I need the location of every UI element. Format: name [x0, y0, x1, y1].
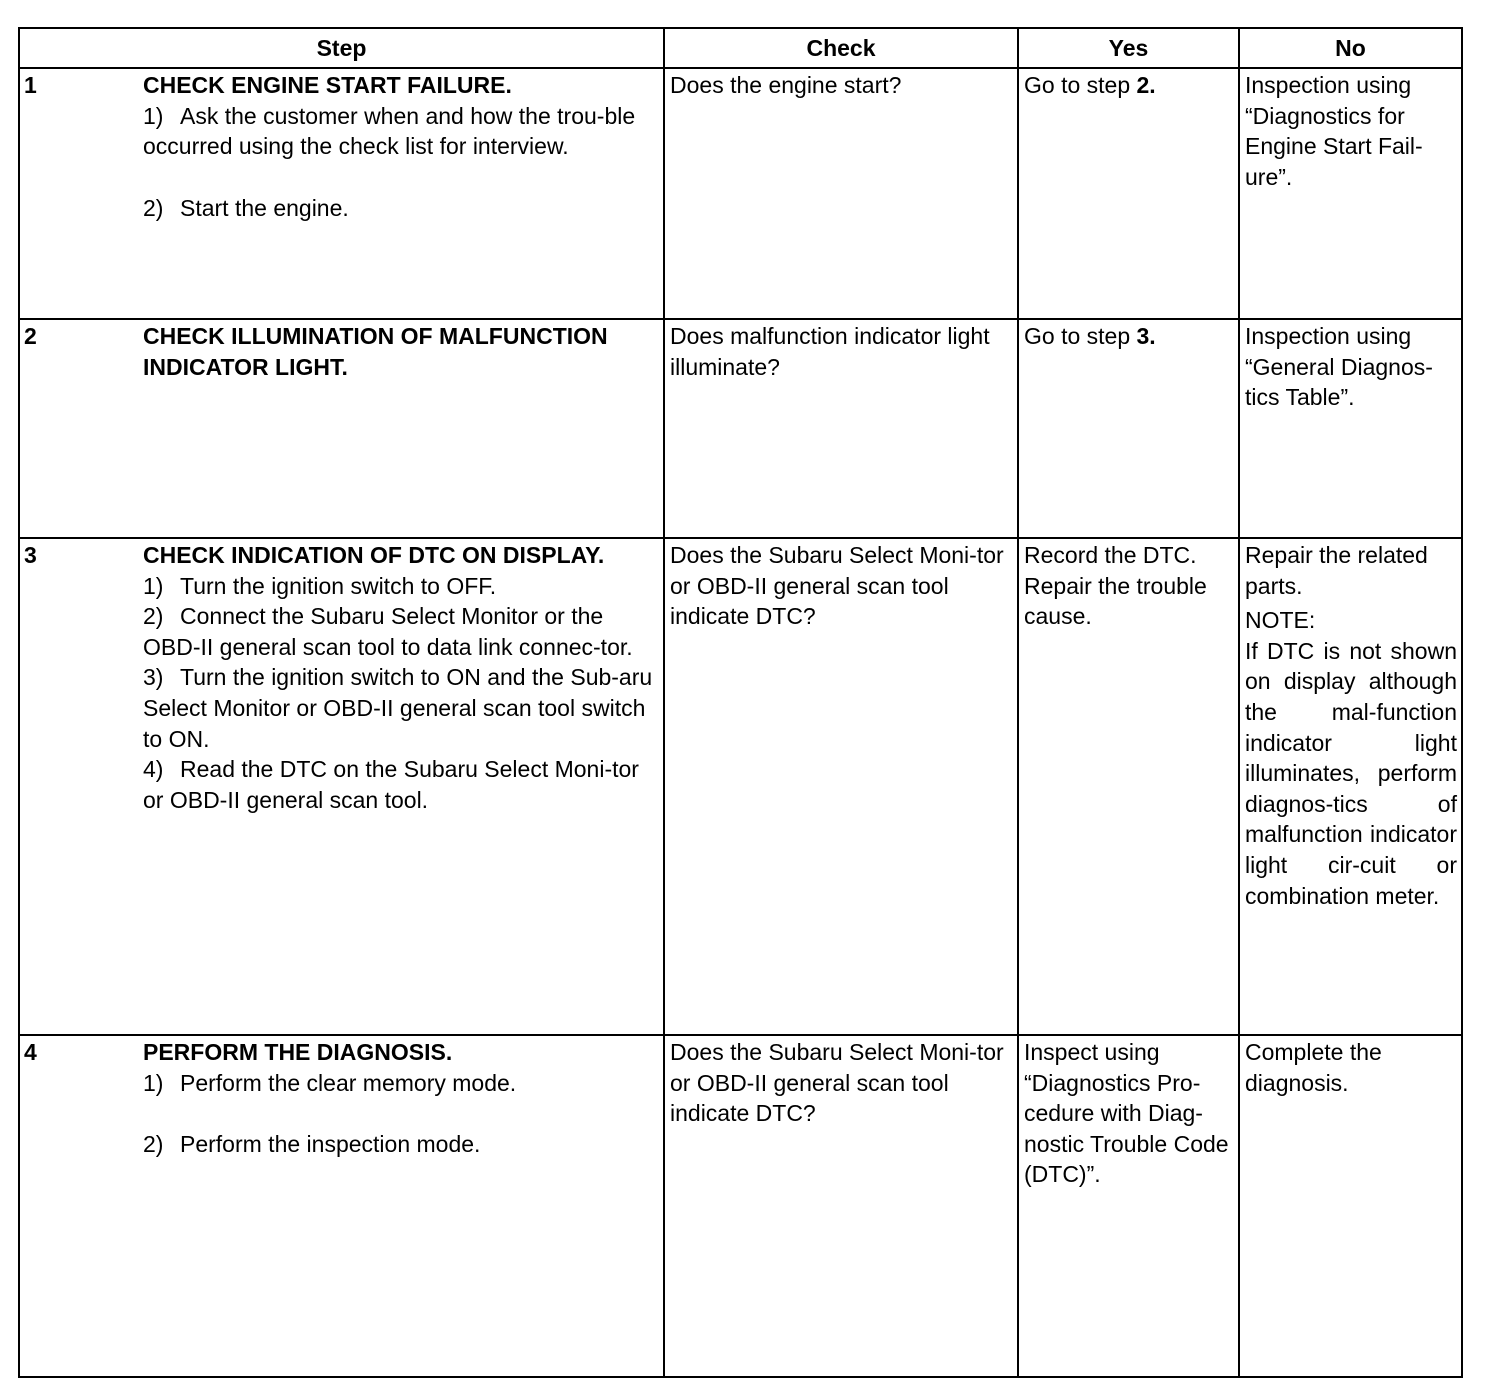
step-number: 1 — [24, 72, 37, 98]
table-row — [19, 319, 1462, 538]
step-number: 3 — [24, 542, 37, 568]
check-cell: Does the Subaru Select Moni-tor or OBD-II general scan tool indicate DTC? — [664, 1035, 1018, 1377]
check-cell: Does the engine start? — [664, 68, 1018, 319]
note-text: If DTC is not shown on display although the mal-function indicator light illuminates, perform diagnos-tics of malfunction indicator light cir-cuit or combination meter. — [1245, 637, 1457, 909]
header-yes: Yes — [1018, 28, 1239, 68]
step-cell — [19, 319, 664, 538]
table-header-row — [19, 28, 1462, 68]
header-check: Check — [664, 28, 1018, 68]
yes-cell: Inspect using “Diagnostics Pro-cedure with Diag-nostic Trouble Code (DTC)”. — [1018, 1035, 1239, 1377]
sub-step: 2) Start the engine. — [143, 194, 349, 221]
step-cell — [19, 1035, 664, 1377]
step-title: CHECK INDICATION OF DTC ON DISPLAY. — [143, 542, 605, 568]
yes-cell: Go to step 2. — [1018, 68, 1239, 319]
no-cell: Inspection using “Diagnostics for Engine Start Fail-ure”. — [1239, 68, 1462, 319]
step-cell — [19, 68, 664, 319]
header-step: Step — [19, 28, 664, 68]
sub-step: 1) Turn the ignition switch to OFF. — [143, 572, 497, 599]
header-no: No — [1239, 28, 1462, 68]
yes-cell: Record the DTC. Repair the trouble cause. — [1018, 538, 1239, 1035]
no-cell: Inspection using “General Diagnos-tics Table”. — [1239, 319, 1462, 538]
step-title: CHECK ILLUMINATION OF MALFUNCTION INDICATOR LIGHT. — [143, 323, 608, 380]
diagnostic-table — [18, 27, 1463, 1378]
yes-step-ref: 2. — [1136, 72, 1156, 98]
step-number: 2 — [24, 323, 37, 349]
step-title: CHECK ENGINE START FAILURE. — [143, 72, 512, 98]
no-cell: Complete the diagnosis. — [1239, 1035, 1462, 1377]
check-cell: Does the Subaru Select Moni-tor or OBD-II general scan tool indicate DTC? — [664, 538, 1018, 1035]
sub-step: 2) Perform the inspection mode. — [143, 1131, 481, 1158]
table-row — [19, 538, 1462, 1035]
yes-step-ref: 3. — [1136, 323, 1156, 349]
note-label: NOTE: — [1245, 607, 1316, 634]
sub-step: 4) Read the DTC on the Subaru Select Moni-tor or OBD-II general scan tool. — [143, 756, 639, 813]
check-cell: Does malfunction indicator light illuminate? — [664, 319, 1018, 538]
step-title: PERFORM THE DIAGNOSIS. — [143, 1039, 453, 1065]
sub-step: 1) Perform the clear memory mode. — [143, 1069, 517, 1096]
step-cell — [19, 538, 664, 1035]
sub-step: 3) Turn the ignition switch to ON and the Sub-aru Select Monitor or OBD-II general scan tool switch to ON. — [143, 664, 653, 752]
no-text: Repair the related parts. — [1245, 542, 1428, 599]
step-number: 4 — [24, 1039, 37, 1065]
sub-step: 1) Ask the customer when and how the trou-ble occurred using the check list for interview. — [143, 102, 636, 160]
yes-cell: Go to step 3. — [1018, 319, 1239, 538]
sub-step: 2) Connect the Subaru Select Monitor or the OBD-II general scan tool to data link connec-tor. — [143, 603, 633, 660]
table-row — [19, 1035, 1462, 1377]
no-cell — [1239, 538, 1462, 1035]
table-row — [19, 68, 1462, 319]
